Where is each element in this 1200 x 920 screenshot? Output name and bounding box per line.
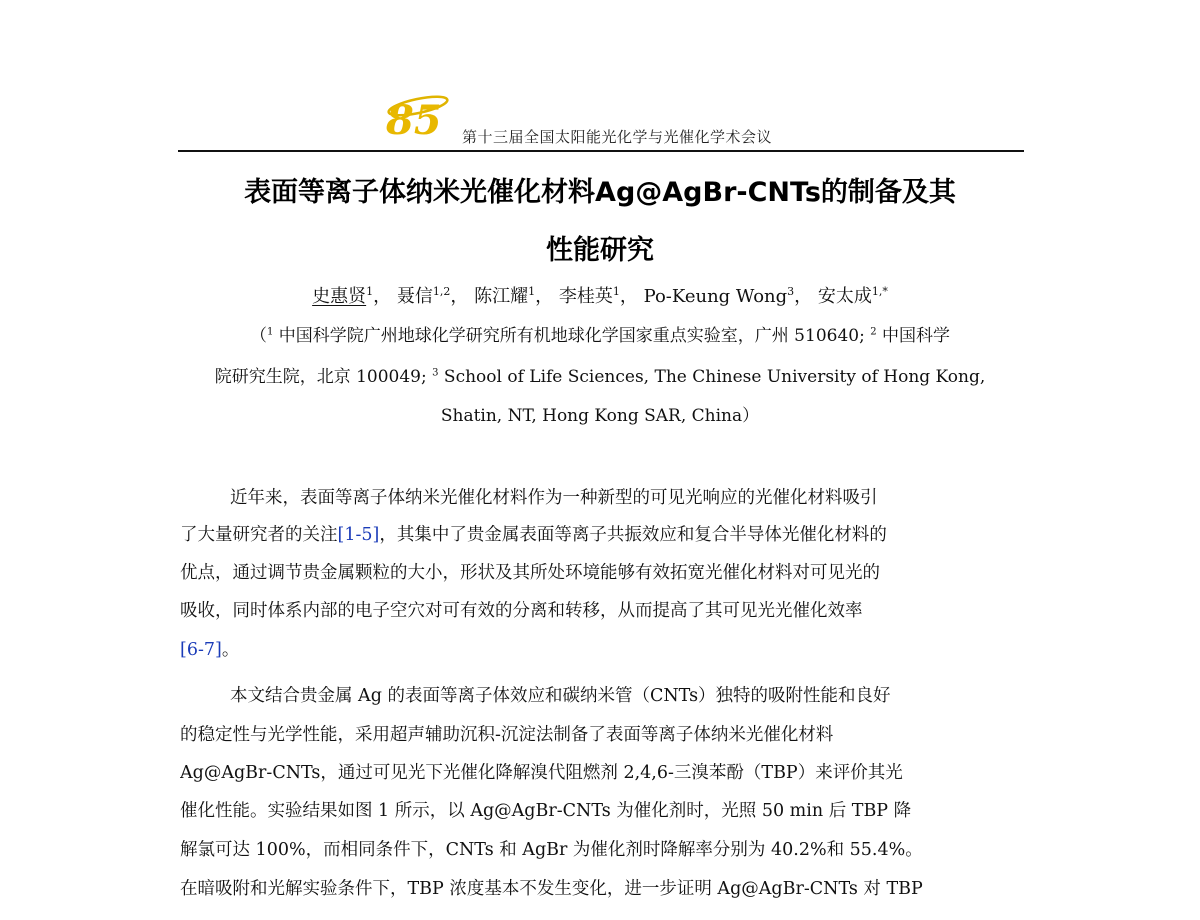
author-name: 安太成 — [817, 286, 872, 307]
author-name: 史惠贤 — [312, 286, 367, 307]
affil-text: 中国科学院广州地球化学研究所有机地球化学国家重点实验室，广州 510640; — [273, 326, 871, 346]
affil-mark: 3 — [432, 367, 439, 379]
affil-text: 院研究生院，北京 100049; — [214, 367, 433, 387]
paper-title-line-2: 性能研究 — [546, 235, 654, 266]
body-line: 近年来，表面等离子体纳米光催化材料作为一种新型的可见光响应的光催化材料吸引 — [230, 488, 878, 508]
author-name: 陈江耀 — [474, 286, 529, 307]
paper-title-line-1: 表面等离子体纳米光催化材料Ag@AgBr-CNTs的制备及其 — [244, 177, 956, 208]
affil-bracket: （ — [250, 326, 267, 346]
affiliation-line-1 — [150, 321, 1050, 346]
author-name: 聂信 — [396, 286, 433, 307]
body-line: 吸收，同时体系内部的电子空穴对可有效的分离和转移，从而提高了其可见光光催化效率 — [180, 601, 863, 621]
affil-mark: 1 — [267, 326, 274, 338]
body-line: 的稳定性与光学性能，采用超声辅助沉积-沉淀法制备了表面等离子体纳米光催化材料 — [180, 725, 834, 745]
body-text: 。 — [221, 640, 240, 660]
header-rule — [178, 150, 1024, 152]
author-separator: ， — [794, 286, 813, 307]
author-affil-mark: 1,* — [871, 285, 888, 298]
author-list — [150, 282, 1050, 308]
body-text: ，其集中了贵金属表面等离子共振效应和复合半导体光催化材料的 — [379, 525, 887, 545]
affil-mark: 2 — [870, 326, 877, 338]
affil-text: School of Life Sciences, The Chinese University of Hong Kong, — [438, 367, 986, 387]
affiliation-line-3: Shatin, NT, Hong Kong SAR, China） — [440, 406, 760, 426]
affiliation-line-2 — [150, 362, 1050, 387]
author-affil-mark: 1 — [366, 285, 374, 298]
body-line: 在暗吸附和光解实验条件下，TBP 浓度基本不发生变化，进一步证明 Ag@AgBr-CNTs 对 TBP — [180, 879, 923, 899]
body-line: Ag@AgBr-CNTs，通过可见光下光催化降解溴代阻燃剂 2,4,6-三溴苯酚（TBP）来评价其光 — [180, 763, 903, 783]
svg-text:85: 85 — [386, 97, 442, 140]
body-line: 本文结合贵金属 Ag 的表面等离子体效应和碳纳米管（CNTs）独特的吸附性能和良好 — [230, 686, 891, 706]
body-line: 解氯可达 100%，而相同条件下，CNTs 和 AgBr 为催化剂时降解率分别为 40.2%和 55.4%。 — [180, 840, 923, 860]
conference-logo — [380, 88, 452, 140]
author-name: 李桂英 — [558, 286, 613, 307]
author-affil-mark: 1,2 — [432, 285, 451, 298]
author-affil-mark: 1 — [612, 285, 620, 298]
citation-link[interactable]: [1-5] — [337, 525, 380, 545]
body-line: 催化性能。实验结果如图 1 所示，以 Ag@AgBr-CNTs 为催化剂时，光照 50 min 后 TBP 降 — [180, 801, 912, 821]
conference-name: 第十三届全国太阳能光化学与光催化学术会议 — [462, 128, 773, 146]
citation-link[interactable]: [6-7] — [180, 640, 222, 660]
author-affil-mark: 1 — [528, 285, 536, 298]
author-separator: ， — [373, 286, 392, 307]
author-name: Po-Keung Wong — [643, 286, 788, 307]
body-line: 优点，通过调节贵金属颗粒的大小，形状及其所处环境能够有效拓宽光催化材料对可见光的 — [180, 563, 880, 583]
author-affil-mark: 3 — [787, 285, 795, 298]
body-text: 了大量研究者的关注 — [180, 525, 338, 545]
body-line — [180, 636, 1022, 661]
author-separator: ， — [619, 286, 638, 307]
author-separator: ， — [535, 286, 554, 307]
affil-text: 中国科学 — [876, 326, 950, 346]
author-separator: ， — [450, 286, 469, 307]
body-line — [180, 521, 1022, 546]
